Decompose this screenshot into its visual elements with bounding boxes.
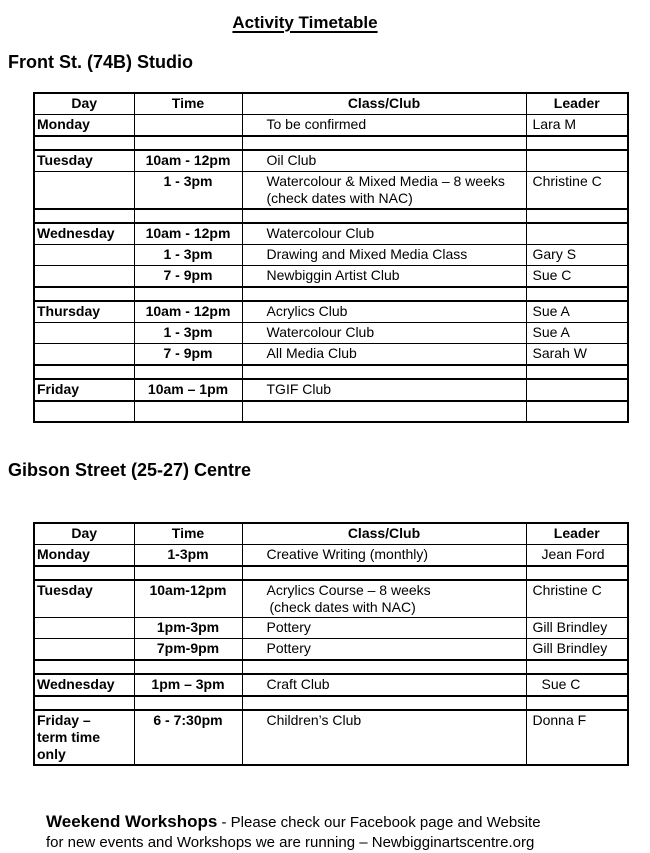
spacer-row: [34, 660, 628, 674]
gibson-centre-table: [33, 522, 629, 766]
leader-cell: Jean Ford: [526, 545, 628, 567]
leader-cell: Christine C: [526, 172, 628, 210]
table-row: [34, 223, 628, 245]
day-cell: [34, 639, 134, 661]
leader-cell: [526, 150, 628, 172]
spacer-cell: [134, 660, 242, 674]
spacer-row: [34, 696, 628, 710]
gibson-centre-heading: Gibson Street (25-27) Centre: [8, 460, 252, 480]
class-cell: Watercolour Club: [242, 223, 526, 245]
table-row: [34, 710, 628, 765]
table-row: [34, 323, 628, 344]
weekend-workshops-label: Weekend Workshops: [46, 812, 218, 831]
class-cell: [242, 172, 526, 210]
day-cell: [34, 172, 134, 210]
spacer-cell: [134, 365, 242, 379]
class-line-1: Watercolour & Mixed Media – 8 weeks: [266, 173, 505, 189]
class-cell: Creative Writing (monthly): [242, 545, 526, 567]
spacer-cell: [134, 401, 242, 422]
table-row: [34, 618, 628, 639]
table-row: [34, 150, 628, 172]
leader-cell: [526, 379, 628, 401]
spacer-cell: [526, 287, 628, 301]
front-studio-table: [33, 92, 629, 423]
class-header: Class/Club: [242, 93, 526, 115]
front-studio-heading: Front St. (74B) Studio: [8, 52, 193, 72]
time-cell: 7pm-9pm: [134, 639, 242, 661]
spacer-cell: [134, 209, 242, 223]
spacer-row: [34, 365, 628, 379]
leader-cell: Donna F: [526, 710, 628, 765]
day-header: Day: [34, 523, 134, 545]
time-cell: 7 - 9pm: [134, 266, 242, 288]
spacer-cell: [242, 401, 526, 422]
spacer-cell: [34, 209, 134, 223]
day-cell: [34, 618, 134, 639]
day-cell: Thursday: [34, 301, 134, 323]
leader-cell: Christine C: [526, 580, 628, 618]
class-cell: Oil Club: [242, 150, 526, 172]
doc-title-wrap: [0, 13, 650, 33]
spacer-cell: [134, 696, 242, 710]
day-cell: Tuesday: [34, 150, 134, 172]
leader-cell: Lara M: [526, 115, 628, 137]
spacer-cell: [34, 365, 134, 379]
footer-line-1: - Please check our Facebook page and Website: [217, 814, 541, 831]
table-row: [34, 674, 628, 696]
spacer-row: [34, 287, 628, 301]
class-line-2: (check dates with NAC): [269, 599, 416, 615]
spacer-cell: [34, 136, 134, 150]
table-row: [34, 115, 628, 137]
class-cell: Pottery: [242, 618, 526, 639]
leader-cell: Sue C: [526, 674, 628, 696]
spacer-cell: [134, 566, 242, 580]
spacer-cell: [242, 566, 526, 580]
time-cell: 1 - 3pm: [134, 323, 242, 344]
day-cell: [34, 710, 134, 765]
time-cell: 1pm-3pm: [134, 618, 242, 639]
header-row: [34, 523, 628, 545]
spacer-cell: [242, 696, 526, 710]
class-line-1: Acrylics Course – 8 weeks: [266, 582, 431, 598]
time-header: Time: [134, 93, 242, 115]
table-row: [34, 379, 628, 401]
time-cell: 10am - 12pm: [134, 223, 242, 245]
spacer-cell: [242, 287, 526, 301]
leader-cell: Sue A: [526, 323, 628, 344]
leader-cell: Sue C: [526, 266, 628, 288]
time-cell: 1pm – 3pm: [134, 674, 242, 696]
spacer-row: [34, 401, 628, 422]
spacer-row: [34, 136, 628, 150]
leader-cell: Sue A: [526, 301, 628, 323]
time-cell: 10am - 12pm: [134, 301, 242, 323]
spacer-cell: [242, 365, 526, 379]
day-cell: Monday: [34, 115, 134, 137]
leader-header: Leader: [526, 93, 628, 115]
table-row: [34, 344, 628, 366]
class-cell: Watercolour Club: [242, 323, 526, 344]
class-cell: TGIF Club: [242, 379, 526, 401]
spacer-cell: [242, 660, 526, 674]
day-cell: [34, 344, 134, 366]
spacer-cell: [242, 209, 526, 223]
table-row: [34, 545, 628, 567]
day-cell: Monday: [34, 545, 134, 567]
class-cell: Pottery: [242, 639, 526, 661]
weekend-workshops-note: [46, 812, 591, 853]
spacer-row: [34, 209, 628, 223]
day-cell: Wednesday: [34, 223, 134, 245]
class-cell: Newbiggin Artist Club: [242, 266, 526, 288]
spacer-row: [34, 566, 628, 580]
time-cell: 1-3pm: [134, 545, 242, 567]
spacer-cell: [526, 660, 628, 674]
day-cell: Tuesday: [34, 580, 134, 618]
day-cell: [34, 266, 134, 288]
spacer-cell: [134, 136, 242, 150]
spacer-cell: [526, 136, 628, 150]
class-cell: Acrylics Club: [242, 301, 526, 323]
table-row: [34, 245, 628, 266]
footer-line-2: for new events and Workshops we are running – Newbigginartscentre.org: [46, 834, 535, 851]
day-cell: Friday: [34, 379, 134, 401]
class-cell: Children’s Club: [242, 710, 526, 765]
spacer-cell: [34, 566, 134, 580]
spacer-cell: [526, 365, 628, 379]
leader-cell: Gill Brindley: [526, 639, 628, 661]
time-cell: 10am-12pm: [134, 580, 242, 618]
spacer-cell: [134, 287, 242, 301]
time-cell: 1 - 3pm: [134, 245, 242, 266]
leader-header: Leader: [526, 523, 628, 545]
class-header: Class/Club: [242, 523, 526, 545]
table-row: [34, 301, 628, 323]
class-cell: All Media Club: [242, 344, 526, 366]
leader-cell: [526, 223, 628, 245]
page-title: Activity Timetable: [232, 13, 378, 32]
day-cell: Wednesday: [34, 674, 134, 696]
spacer-cell: [526, 401, 628, 422]
table-row: [34, 266, 628, 288]
time-cell: 6 - 7:30pm: [134, 710, 242, 765]
header-row: [34, 93, 628, 115]
class-line-2: (check dates with NAC): [266, 190, 413, 206]
time-cell: 1 - 3pm: [134, 172, 242, 210]
time-cell: 10am – 1pm: [134, 379, 242, 401]
day-header: Day: [34, 93, 134, 115]
spacer-cell: [34, 696, 134, 710]
leader-cell: Sarah W: [526, 344, 628, 366]
table-row: [34, 639, 628, 661]
table-row: [34, 580, 628, 618]
class-cell: Drawing and Mixed Media Class: [242, 245, 526, 266]
spacer-cell: [526, 566, 628, 580]
class-cell: Craft Club: [242, 674, 526, 696]
day-cell: [34, 323, 134, 344]
time-header: Time: [134, 523, 242, 545]
leader-cell: Gill Brindley: [526, 618, 628, 639]
day-line-1: Friday –: [37, 712, 91, 728]
spacer-cell: [526, 696, 628, 710]
class-cell: [242, 580, 526, 618]
spacer-cell: [34, 660, 134, 674]
table-row: [34, 172, 628, 210]
spacer-cell: [34, 401, 134, 422]
class-cell: To be confirmed: [242, 115, 526, 137]
spacer-cell: [242, 136, 526, 150]
time-cell: [134, 115, 242, 137]
spacer-cell: [34, 287, 134, 301]
day-line-2: term time only: [37, 729, 101, 762]
time-cell: 7 - 9pm: [134, 344, 242, 366]
day-cell: [34, 245, 134, 266]
spacer-cell: [526, 209, 628, 223]
leader-cell: Gary S: [526, 245, 628, 266]
time-cell: 10am - 12pm: [134, 150, 242, 172]
